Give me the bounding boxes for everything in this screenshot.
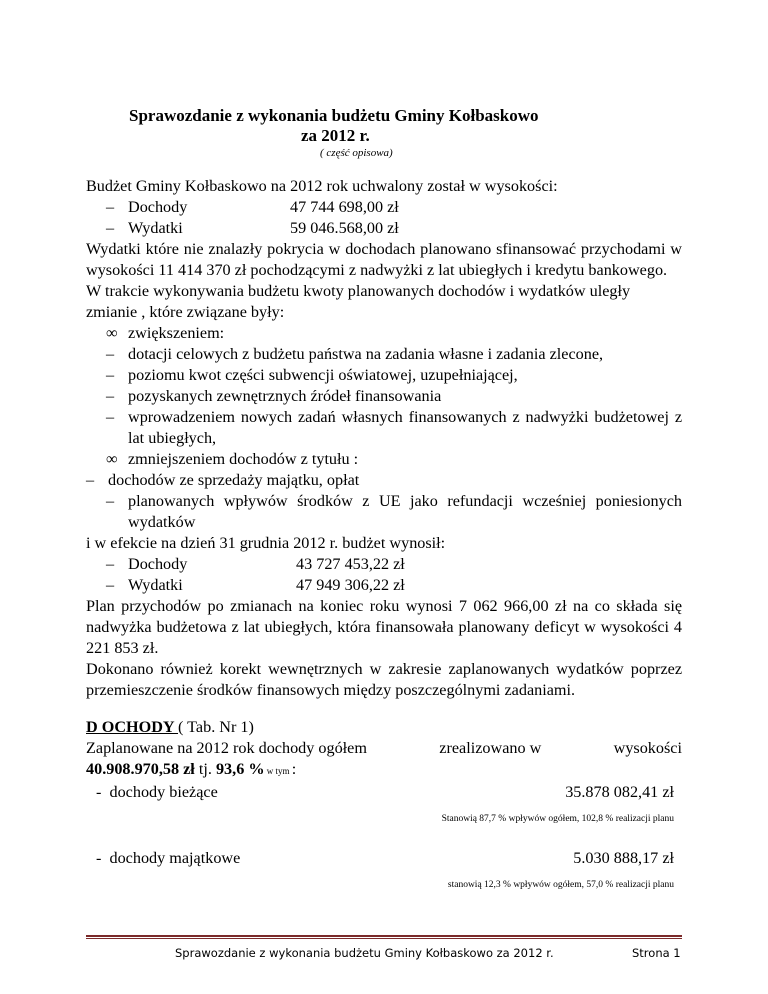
result-wydatki-row <box>86 575 682 596</box>
increase-item <box>86 344 682 365</box>
dochody-biezace-row <box>86 782 682 803</box>
dochody-heading-note: ( Tab. Nr 1) <box>178 718 254 736</box>
plan-paragraph: Plan przychodów po zmianach na koniec roku wynosi 7 062 966,00 zł na co składa się nadwyżka budżetowa z lat ubiegłych, która finansowała planowany deficyt w wysokości 4 221 853 zł. <box>86 597 682 657</box>
dochody-summary-row <box>86 738 682 759</box>
intro-wydatki-row <box>86 218 682 239</box>
dochody-w-tym: w tym <box>264 766 292 776</box>
hyphen-marker: - <box>96 849 102 867</box>
dochody-total-value: 40.908.970,58 zł <box>86 760 195 778</box>
dash-marker: – <box>106 345 115 363</box>
intro-dochody-value: 47 744 698,00 zł <box>290 198 399 216</box>
increase-item <box>86 407 682 449</box>
dochody-majatkowe-label: dochody majątkowe <box>109 849 241 867</box>
dash-marker: – <box>106 366 115 384</box>
decrease-item-text: dochodów ze sprzedaży majątku, opłat <box>108 471 360 489</box>
deficit-paragraph: Wydatki które nie znalazły pokrycia w dochodach planowano sfinansować przychodami w wysokości 11 414 370 zł pochodzącymi z nadwyżki z lat ubiegłych i kredytu bankowego. <box>86 240 682 279</box>
increase-item <box>86 365 682 386</box>
dochody-biezace-note: Stanowią 87,7 % wpływów ogółem, 102,8 % realizacji planu <box>441 814 674 824</box>
dash-marker: – <box>106 219 115 237</box>
dochody-summary-b: zrealizowano w <box>439 739 542 757</box>
intro-dochody-row <box>86 197 682 218</box>
footer-divider-thin <box>86 938 682 939</box>
decrease-label: zmniejszeniem dochodów z tytułu : <box>128 450 359 468</box>
result-wydatki-label: Wydatki <box>128 576 183 594</box>
page-number: Strona 1 <box>632 946 681 960</box>
dochody-colon: : <box>291 760 297 778</box>
intro-wydatki-text <box>128 218 399 239</box>
dash-marker: – <box>106 408 115 426</box>
dochody-majatkowe-text <box>96 848 240 869</box>
increase-item-text: dotacji celowych z budżetu państwa na zadania własne i zadania zlecone, <box>128 345 604 363</box>
infinity-bullet-icon: ∞ <box>106 324 118 342</box>
footer-text: Sprawozdanie z wykonania budżetu Gminy Kołbaskowo za 2012 r. <box>175 946 554 960</box>
infinity-bullet-icon: ∞ <box>106 450 118 468</box>
dochody-heading-row <box>86 717 682 738</box>
dash-marker: – <box>106 492 115 510</box>
dochody-biezace-label: dochody bieżące <box>109 783 218 801</box>
changes-paragraph: W trakcie wykonywania budżetu kwoty planowanych dochodów i wydatków uległy zmianie , które związane były: <box>86 282 631 321</box>
result-line: i w efekcie na dzień 31 grudnia 2012 r. budżet wynosił: <box>86 534 446 552</box>
intro-dochody-label: Dochody <box>128 198 188 216</box>
decrease-heading <box>86 449 682 470</box>
document-title-line1: Sprawozdanie z wykonania budżetu Gminy Kołbaskowo <box>129 106 539 125</box>
dochody-majatkowe-row <box>86 848 682 869</box>
hyphen-marker: - <box>96 783 102 801</box>
increase-heading <box>86 323 682 344</box>
decrease-item <box>86 470 682 491</box>
document-title-line2: za 2012 r. <box>301 126 370 145</box>
increase-item <box>86 386 682 407</box>
dochody-majatkowe-value: 5.030 888,17 zł <box>573 849 674 867</box>
dochody-biezace-text <box>96 782 218 803</box>
result-dochody-text <box>128 554 405 575</box>
increase-item-text: pozyskanych zewnętrznych źródeł finansowania <box>128 387 442 405</box>
intro-dochody-text <box>128 197 399 218</box>
dochody-summary-a: Zaplanowane na 2012 rok dochody ogółem <box>86 739 367 757</box>
dash-marker: – <box>106 555 115 573</box>
increase-item-text: poziomu kwot części subwencji oświatowej, uzupełniającej, <box>128 366 518 384</box>
intro-wydatki-value: 59 046.568,00 zł <box>290 219 399 237</box>
dash-marker: – <box>106 576 115 594</box>
dash-marker: – <box>106 387 115 405</box>
result-wydatki-text <box>128 575 405 596</box>
dash-marker: – <box>106 198 115 216</box>
dochody-biezace-value: 35.878 082,41 zł <box>565 783 674 801</box>
intro-line: Budżet Gminy Kołbaskowo na 2012 rok uchwalony został w wysokości: <box>86 177 558 195</box>
result-dochody-value: 43 727 453,22 zł <box>296 555 405 573</box>
intro-wydatki-label: Wydatki <box>128 219 183 237</box>
dochody-majatkowe-note: stanowią 12,3 % wpływów ogółem, 57,0 % realizacji planu <box>447 880 674 890</box>
corrections-paragraph: Dokonano również korekt wewnętrznych w zakresie zaplanowanych wydatków poprzez przemieszczenie środków finansowych między poszczególnymi zadaniami. <box>86 660 682 699</box>
result-dochody-row <box>86 554 682 575</box>
dochody-percent: 93,6 % <box>215 760 265 778</box>
dochody-total-row <box>86 759 682 782</box>
decrease-item-text: planowanych wpływów środków z UE jako refundacji wcześniej poniesionych wydatków <box>128 492 682 531</box>
dochody-summary-c: wysokości <box>613 739 682 757</box>
dochody-tj: tj. <box>194 760 216 778</box>
footer-divider <box>86 935 682 937</box>
result-dochody-label: Dochody <box>128 555 188 573</box>
decrease-item <box>86 491 682 533</box>
result-wydatki-value: 47 949 306,22 zł <box>296 576 405 594</box>
increase-item-text: wprowadzeniem nowych zadań własnych finansowanych z nadwyżki budżetowej z lat ubiegłych, <box>128 408 682 447</box>
document-body <box>86 176 682 896</box>
dochody-heading: D OCHODY <box>86 718 179 736</box>
document-subtitle: ( część opisowa) <box>320 147 393 159</box>
dash-marker: – <box>86 471 95 489</box>
increase-label: zwiększeniem: <box>128 324 225 342</box>
